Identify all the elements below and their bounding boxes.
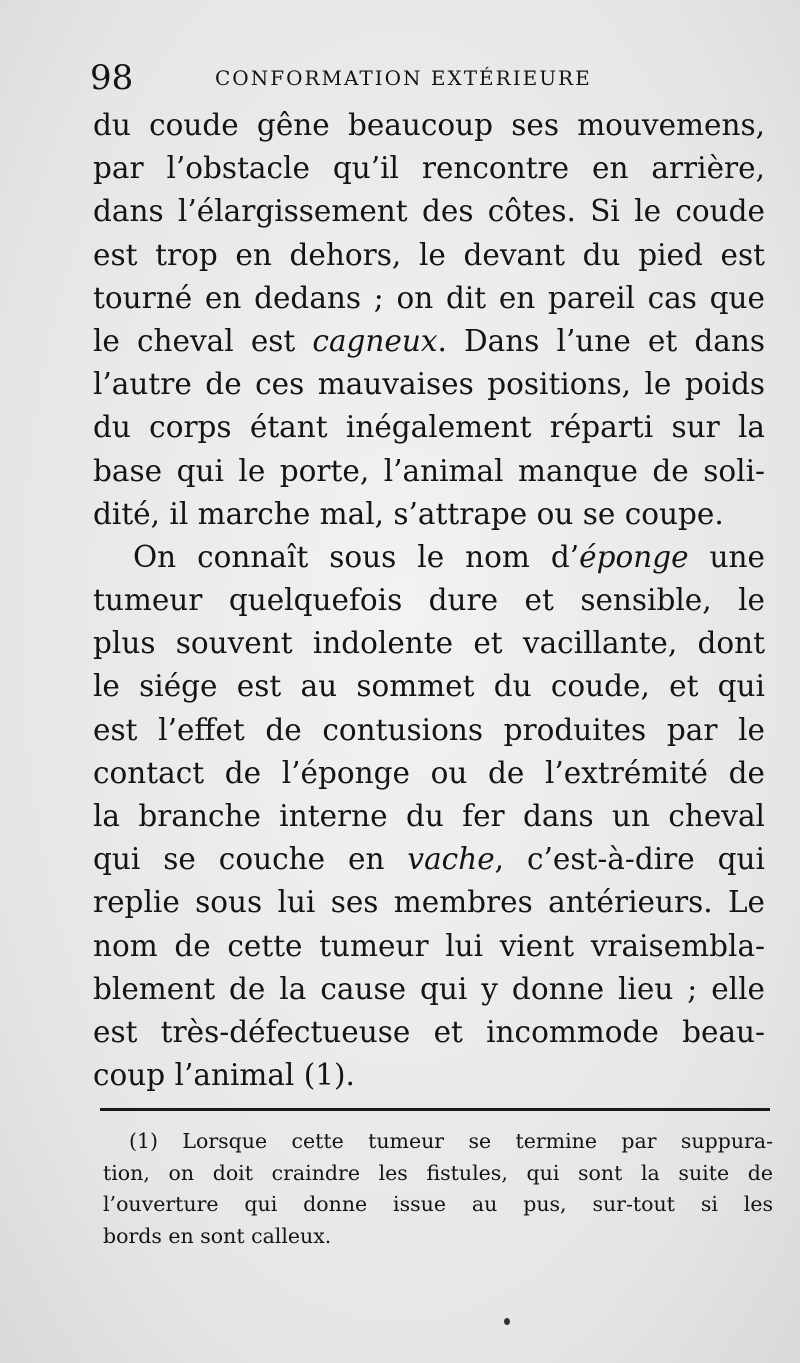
text-line: tourné en dedans ; on dit en pareil cas que — [93, 280, 765, 315]
text-line: la branche interne du fer dans un cheval — [93, 799, 765, 833]
text-line: du coude gêne beaucoup ses mouvemens, — [93, 108, 765, 142]
ink-speck — [504, 1318, 510, 1325]
footnote-line: bords en sont calleux. — [103, 1223, 332, 1248]
footnote — [103, 1126, 773, 1252]
footnote-line: l’ouverture qui donne issue au pus, sur-tout si les — [103, 1192, 773, 1216]
text-line: est très-défectueuse et incommode beau- — [93, 1014, 765, 1049]
footnote-line: (1) Lorsque cette tumeur se termine par suppura- — [129, 1129, 773, 1153]
text-line: est trop en dehors, le devant du pied est — [93, 237, 765, 272]
text-line: nom de cette tumeur lui vient vraisembla- — [93, 928, 765, 963]
text-line: contact de l’éponge ou de l’extrémité de — [93, 755, 765, 790]
text-line: blement de la cause qui y donne lieu ; elle — [93, 971, 765, 1006]
text-line: dité, il marche mal, s’attrape ou se coupe. — [93, 496, 724, 531]
text-line: plus souvent indolente et vacillante, dont — [93, 626, 765, 661]
text-line: est l’effet de contusions produites par le — [93, 712, 765, 747]
italic-word: vache — [407, 842, 495, 877]
text-line: par l’obstacle qu’il rencontre en arrière, — [93, 151, 765, 186]
footnote-divider — [100, 1108, 770, 1111]
running-title: CONFORMATION EXTÉRIEURE — [215, 66, 592, 90]
text-line: l’autre de ces mauvaises positions, le poids — [93, 367, 765, 402]
text-line: dans l’élargissement des côtes. Si le coude — [93, 194, 765, 229]
text-line: replie sous lui ses membres antérieurs. Le — [93, 885, 765, 920]
page-number: 98 — [90, 58, 134, 98]
text-line: le siége est au sommet du coude, et qui — [93, 669, 765, 704]
footnote-line: tion, on doit craindre les fistules, qui sont la suite de — [103, 1160, 773, 1185]
text-line: le cheval est cagneux. Dans l’une et dans — [93, 323, 765, 358]
text-line: du corps étant inégalement réparti sur la — [93, 410, 765, 445]
body-text — [93, 104, 765, 1097]
text-line: On connaît sous le nom d’éponge une — [133, 539, 765, 574]
italic-word: cagneux — [312, 323, 438, 358]
page-header — [90, 58, 770, 98]
text-line: qui se couche en vache, c’est-à-dire qui — [93, 842, 765, 877]
text-line: tumeur quelquefois dure et sensible, le — [93, 583, 765, 618]
text-line: base qui le porte, l’animal manque de soli- — [93, 453, 765, 488]
text-line: coup l’animal (1). — [93, 1058, 355, 1093]
italic-word: éponge — [579, 539, 689, 574]
